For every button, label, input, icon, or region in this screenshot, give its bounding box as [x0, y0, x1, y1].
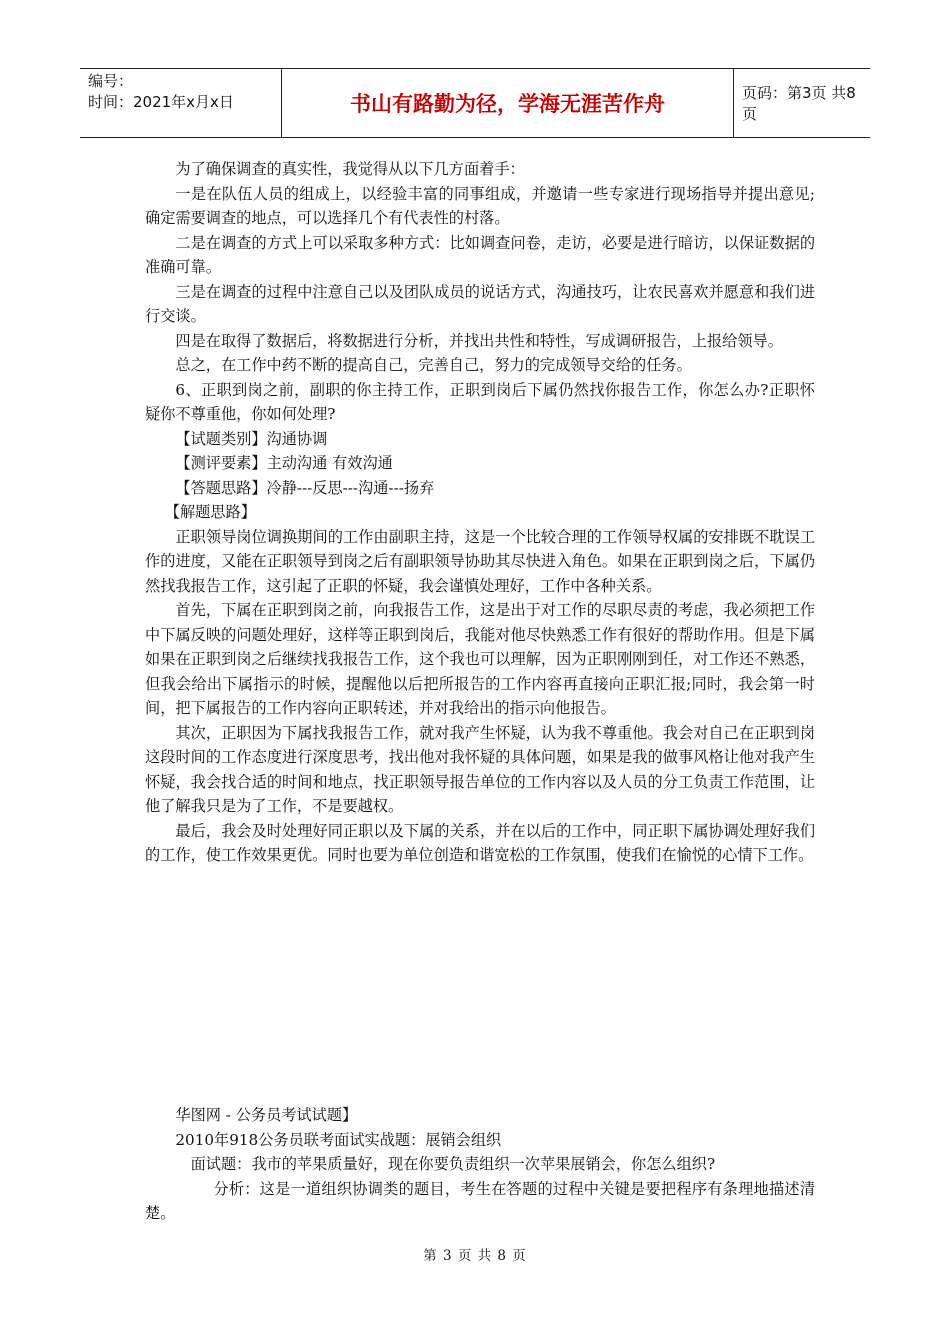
paragraph: 为了确保调查的真实性，我觉得从以下几方面着手： [175, 160, 525, 178]
question-heading: 6、正职到岗之前，副职的你主持工作，正职到岗后下属仍然找你报告工作，你怎么办?正职怀疑你不尊重他，你如何处理? [145, 380, 815, 423]
question-evaluation: 【测评要素】主动沟通 有效沟通 [175, 454, 393, 472]
paragraph: 正职领导岗位调换期间的工作由副职主持，这是一个比较合理的工作领导权属的安排既不耽误工作的进度，又能在正职领导到岗之后有副职领导协助其尽快进入角色。如果在正职到岗之后，下属仍然找我报告工作，这引起了正职的怀疑，我会谨慎处理好，工作中各种关系。 [145, 527, 815, 595]
paragraph: 二是在调查的方式上可以采取多种方式：比如调查问卷，走访，必要是进行暗访，以保证数据的准确可靠。 [145, 233, 815, 276]
document-body [145, 157, 815, 868]
header-page-label: 页码：第3页 共8页 [742, 84, 856, 123]
paragraph: 四是在取得了数据后，将数据进行分析，并找出共性和特性，写成调研报告，上报给领导。 [175, 331, 783, 350]
interview-question: 面试题：我市的苹果质量好，现在你要负责组织一次苹果展销会，你怎么组织? [190, 1155, 716, 1173]
header-meta [80, 69, 282, 137]
analysis: 分析：这是一道组织协调类的题目，考生在答题的过程中关键是要把程序有条理地描述清楚。 [145, 1179, 815, 1222]
code-label: 编号： [88, 72, 134, 90]
exam-title: 2010年918公务员联考面试实战题：展销会组织 [175, 1130, 502, 1149]
paragraph: 总之，在工作中药不断的提高自己，完善自己，努力的完成领导交给的任务。 [175, 356, 692, 374]
paragraph: 一是在队伍人员的组成上，以经验丰富的同事组成，并邀请一些专家进行现场指导并提出意见;确定需要调查的地点，可以选择几个有代表性的村落。 [145, 184, 815, 227]
paragraph: 最后，我会及时处理好同正职以及下属的关系，并在以后的工作中，同正职下属协调处理好我们的工作，使工作效果更优。同时也要为单位创造和谐宽松的工作氛围，使我们在愉悦的心情下工作。 [145, 821, 815, 864]
date-label: 时间：2021年x月x日 [88, 93, 234, 111]
solution-heading: 【解题思路】 [164, 503, 256, 521]
paragraph: 首先，下属在正职到岗之前，向我报告工作，这是出于对工作的尽职尽责的考虑，我必须把工作中下属反映的问题处理好，这样等正职到岗后，我能对他尽快熟悉工作有很好的帮助作用。但是下属如果在正职到岗之后继续找我报告工作，这个我也可以理解，因为正职刚刚到任，对工作还不熟悉，但我会给出下属指示的时候，提醒他以后把所报告的工作内容再直接向正职汇报;同时，我会第一时间，把下属报告的工作内容向正职转述，并对我给出的指示向他报告。 [145, 601, 815, 717]
question-approach: 【答题思路】冷静---反思---沟通---扬弃 [175, 478, 435, 497]
second-section [145, 1103, 815, 1226]
source-line: 华图网 - 公务员考试试题】 [175, 1106, 358, 1124]
page-header [80, 68, 870, 138]
paragraph: 三是在调查的过程中注意自己以及团队成员的说话方式，沟通技巧，让农民喜欢并愿意和我们进行交谈。 [145, 282, 815, 325]
page-footer: 第 3 页 共 8 页 [423, 1248, 527, 1264]
header-motto: 书山有路勤为径，学海无涯苦作舟 [282, 69, 734, 137]
paragraph: 其次，正职因为下属找我报告工作，就对我产生怀疑，认为我不尊重他。我会对自己在正职到岗这段时间的工作态度进行深度思考，找出他对我怀疑的具体问题，如果是我的做事风格让他对我产生怀疑，我会找合适的时间和地点，找正职领导报告单位的工作内容以及人员的分工负责工作范围，让他了解我只是为了工作，不是要越权。 [145, 723, 815, 815]
question-category: 【试题类别】沟通协调 [175, 429, 328, 448]
